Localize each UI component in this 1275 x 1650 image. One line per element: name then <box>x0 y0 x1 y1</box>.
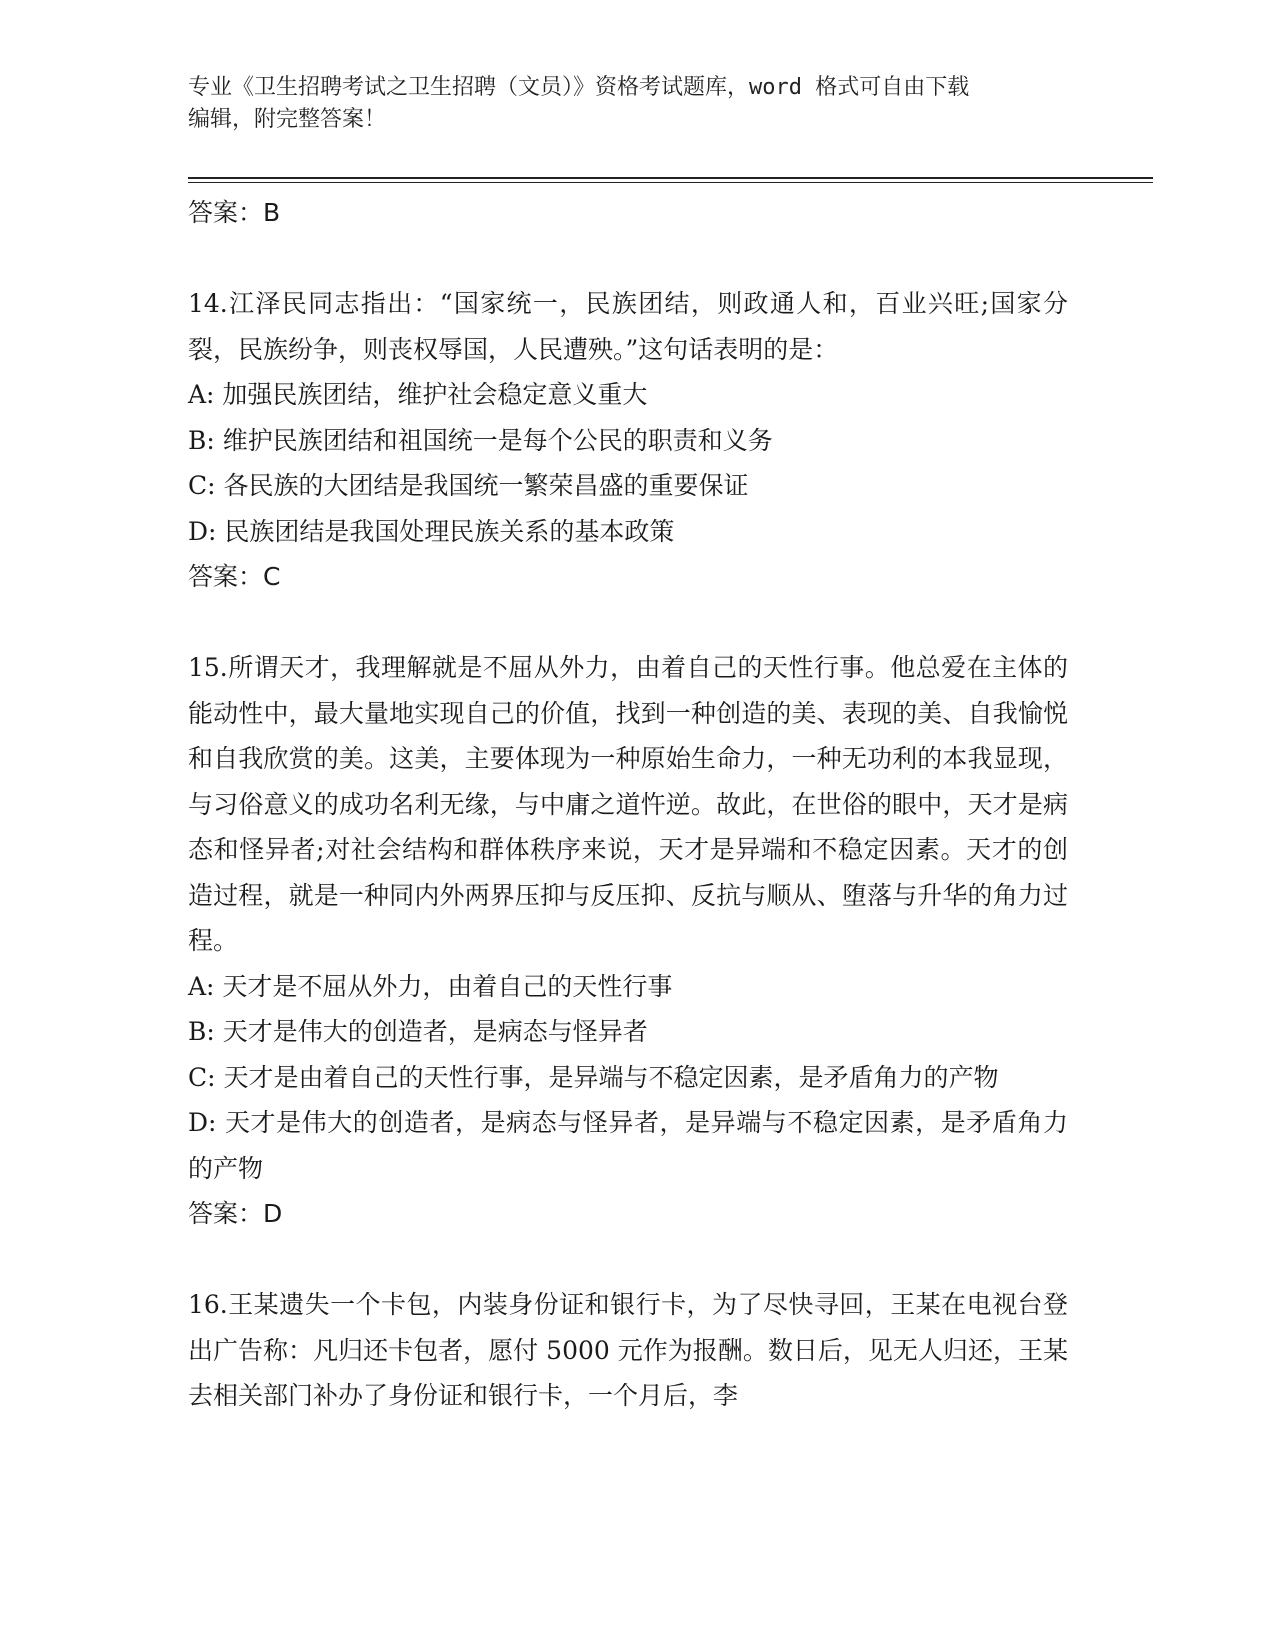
question-14-option-a: A: 加强民族团结，维护社会稳定意义重大 <box>188 380 648 409</box>
question-16-stem: 16.王某遗失一个卡包，内装身份证和银行卡，为了尽快寻回，王某在电视台登出广告称：凡归还卡包者，愿付 5000 元作为报酬。数日后，见无人归还，王某去相关部门补办了身份证和银行卡，一个月后，李 <box>188 1290 1068 1410</box>
question-15-option-c: C: 天才是由着自己的天性行事，是异端与不稳定因素，是矛盾角力的产物 <box>188 1062 999 1092</box>
question-15 <box>188 645 1068 1237</box>
question-15-stem: 15.所谓天才，我理解就是不屈从外力，由着自己的天性行事。他总爱在主体的能动性中，最大量地实现自己的价值，找到一种创造的美、表现的美、自我愉悦和自我欣赏的美。这美，主要体现为一种原始生命力，一种无功利的本我显现，与习俗意义的成功名利无缘，与中庸之道忤逆。故此，在世俗的眼中，天才是病态和怪异者;对社会结构和群体秩序来说，天才是异端和不稳定因素。天才的创造过程，就是一种同内外两界压抑与反压抑、反抗与顺从、堕落与升华的角力过程。 <box>188 653 1068 955</box>
document-body <box>188 190 1068 1419</box>
question-15-option-d: D: 天才是伟大的创造者，是病态与怪异者，是异端与不稳定因素，是矛盾角力的产物 <box>188 1108 1068 1183</box>
header-line-1: 专业《卫生招聘考试之卫生招聘（文员）》资格考试题库，word 格式可自由下载 <box>188 75 970 100</box>
question-14-option-d: D: 民族团结是我国处理民族关系的基本政策 <box>188 516 675 546</box>
header-rule <box>188 177 1153 179</box>
question-14-option-c: C: 各民族的大团结是我国统一繁荣昌盛的重要保证 <box>188 471 749 500</box>
question-14-stem: 14.江泽民同志指出：“国家统一，民族团结，则政通人和，百业兴旺;国家分裂，民族纷争，则丧权辱国，人民遭殃。”这句话表明的是： <box>188 289 1068 364</box>
question-14-option-b: B: 维护民族团结和祖国统一是每个公民的职责和义务 <box>188 425 773 455</box>
question-14 <box>188 281 1068 600</box>
header-line-2: 编辑，附完整答案！ <box>188 107 387 132</box>
spacer <box>188 600 1068 646</box>
spacer <box>188 236 1068 282</box>
header-rule-thin <box>188 182 1153 183</box>
document-header <box>188 72 1068 136</box>
question-15-option-b: B: 天才是伟大的创造者，是病态与怪异者 <box>188 1017 648 1046</box>
answer-q14: 答案：C <box>188 562 281 591</box>
answer-q15: 答案：D <box>188 1199 283 1228</box>
question-15-option-a: A: 天才是不屈从外力，由着自己的天性行事 <box>188 971 673 1001</box>
spacer <box>188 1237 1068 1283</box>
question-16 <box>188 1282 1068 1419</box>
answer-q13: 答案：B <box>188 198 281 227</box>
